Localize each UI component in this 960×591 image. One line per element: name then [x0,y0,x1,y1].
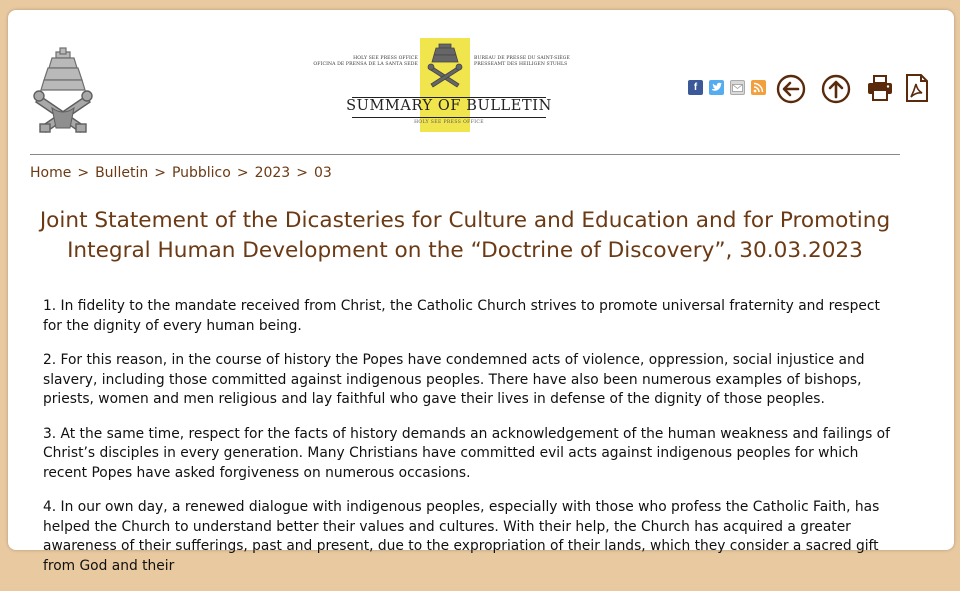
article-body [43,297,903,591]
print-icon[interactable] [866,74,894,102]
back-icon[interactable] [776,74,806,104]
header-right-caption [474,56,594,68]
breadcrumb-month[interactable]: 03 [313,165,332,181]
breadcrumb-separator: > [77,165,90,181]
page [8,10,954,574]
header-left-line-1: HOLY SEE PRESS OFFICE [353,56,418,61]
email-icon[interactable] [730,80,745,95]
bulletin-subtitle: HOLY SEE PRESS OFFICE [414,120,484,125]
header-divider [30,154,900,155]
pdf-icon[interactable] [904,73,930,103]
header-right-line-1: BUREAU DE PRESSE DU SAINT-SIÈGE [474,56,570,61]
header-right-line-2: PRESSEAMT DES HEILIGEN STUHLS [474,62,568,67]
breadcrumb-pubblico[interactable]: Pubblico [171,165,231,181]
header-rule-bottom [352,117,546,118]
breadcrumb-year[interactable]: 2023 [254,165,291,181]
paragraph-3: 3. At the same time, respect for the facts of history demands an acknowledgement of the human weakness and failings of Christ’s disciples in every generation. Many Christians have committed evil acts against indigenous peoples for which recent Popes have asked forgiveness on numerous occasions. [43,425,890,481]
breadcrumb-home[interactable]: Home [30,165,72,181]
breadcrumb-separator: > [236,165,249,181]
top-icon[interactable] [821,74,851,104]
header-left-line-2: OFICINA DE PRENSA DE LA SANTA SEDE [313,62,418,67]
article-title: Joint Statement of the Dicasteries for Culture and Education and for Promoting Integral Human Development on the “Doctrine of Discovery”, 30.03.2023 [39,208,891,263]
breadcrumb-separator: > [154,165,166,181]
rss-icon[interactable] [751,80,766,95]
crossed-keys-emblem [425,42,465,88]
breadcrumb-bulletin[interactable]: Bulletin [95,165,149,181]
papal-crest-logo [30,48,96,140]
header-left-caption [308,56,418,68]
paragraph-1: 1. In fidelity to the mandate received from Christ, the Catholic Church strives to promote universal fraternity and respect for the dignity of every human being. [43,298,880,334]
breadcrumb [30,165,332,181]
bulletin-header [304,36,594,146]
bulletin-title: SUMMARY OF BULLETIN [346,98,552,114]
twitter-icon[interactable] [709,80,724,95]
breadcrumb-separator: > [296,165,308,181]
facebook-icon[interactable]: f [688,80,703,95]
paragraph-4: 4. In our own day, a renewed dialogue with indigenous peoples, especially with those who profess the Catholic Faith, has helped the Church to understand better their values and cultures. With their help, the Church has acquired a greater awareness of their sufferings, past and present, due to the expropriation of their lands, which they consider a sacred gift from God and their [43,499,880,574]
paragraph-2: 2. For this reason, in the course of history the Popes have condemned acts of violence, oppression, social injustice and slavery, including those committed against indigenous peoples. There have also been numerous examples of bishops, priests, women and men religious and lay faithful who gave their lives in defense of the dignity of those peoples. [43,352,865,407]
